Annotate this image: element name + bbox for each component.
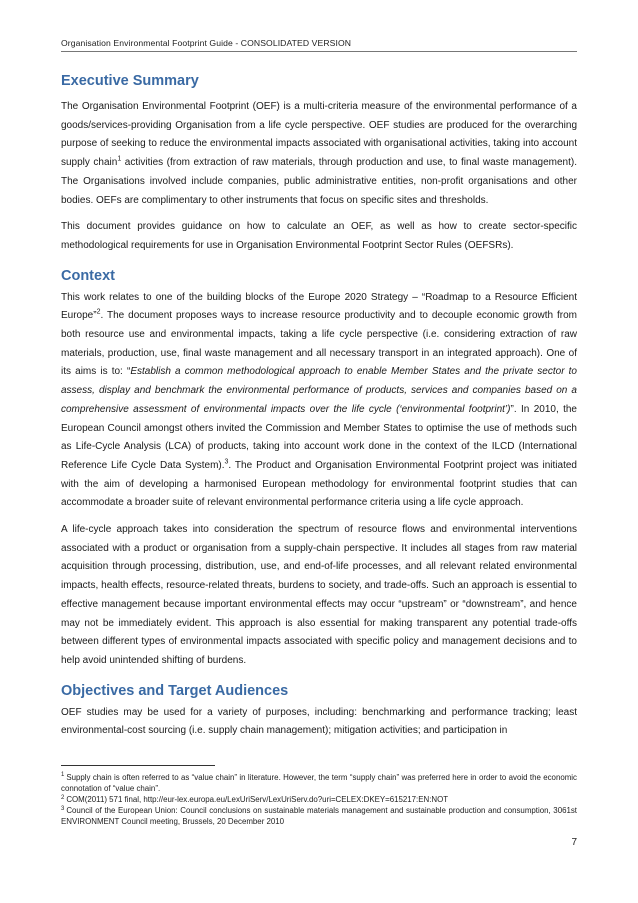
footnote-1 <box>61 772 577 794</box>
footnote-3 <box>61 805 577 827</box>
context-1-text-b: . The document proposes ways to increase resource productivity and to decouple economic growth from both resource use and environmental impacts, taking a life cycle perspective (i.e. considering extraction of raw materials, production, use, final waste management and all necessary transport in an integrated approach). One of its aims is to: “ <box>61 310 577 378</box>
footnote-2-number: 2 <box>61 794 65 801</box>
paragraph-summary-2: This document provides guidance on how to calculate an OEF, as well as how to create sector-specific methodological requirements for use in Organisation Environmental Footprint Sector Rules (OEFSRs). <box>61 221 577 251</box>
running-header: Organisation Environmental Footprint Guide - CONSOLIDATED VERSION <box>61 38 577 52</box>
summary-1-text-b: activities (from extraction of raw materials, through production and use, to final waste management). The Organisations involved include companies, public administrative entities, non-profit organisations and other bodies. OEFs are complimentary to other instruments that focus on specific sites and thresholds. <box>61 157 577 206</box>
footnote-1-text: Supply chain is often referred to as “value chain” in literature. However, the term “supply chain” was preferred here in order to avoid the economic connotation of “value chain”. <box>61 773 577 794</box>
paragraph-context-2: A life-cycle approach takes into consideration the spectrum of resource flows and environmental interventions associated with a product or organisation from a supply-chain perspective. It includes all stages from raw material acquisition through processing, distribution, use, and end-of-life processes, and all relevant related environmental impacts, health effects, resource-related threats, burdens to society, and trade-offs. Such an approach is essential to effective management because important environmental effects may occur “upstream” or “downstream”, and hence may not be immediately evident. This approach is also essential for making transparent any potential trade-offs between different types of environmental impacts associated with specific policy and management decisions and to help avoid unintended shifting of burdens. <box>61 524 577 666</box>
context-1-text-d: . The Product and Organisation Environmental Footprint project was initiated with the aim of developing a harmonised European methodology for environmental footprint studies that can accommodate a broader suite of relevant environmental performance criteria using a life cycle approach. <box>61 459 577 509</box>
footnotes <box>61 772 577 827</box>
footnote-ref-1[interactable]: 1 <box>117 155 122 163</box>
paragraph-context-1 <box>61 289 577 513</box>
heading-context: Context <box>61 267 115 284</box>
footnote-ref-2[interactable]: 2 <box>96 309 101 316</box>
summary-1-text-a: The Organisation Environmental Footprint (OEF) is a multi-criteria measure of the environmental performance of a goods/services-providing Organisation from a life cycle perspective. OEF studies are produced for the overarching purpose of seeking to reduce the environmental impacts associated with organisational activities, taking into account supply chain <box>61 101 577 169</box>
footnote-ref-3[interactable]: 3 <box>224 458 229 466</box>
page-body <box>61 72 577 741</box>
footnote-3-text: Council of the European Union: Council conclusions on sustainable materials management and sustainable production and consumption, 3061st ENVIRONMENT Council meeting, Brussels, 20 December 2010 <box>61 806 577 827</box>
heading-executive-summary: Executive Summary <box>61 73 199 89</box>
paragraph-objectives-1: OEF studies may be used for a variety of purposes, including: benchmarking and performance tracking; least environmental-cost sourcing (i.e. supply chain management); mitigation activities; and participation in <box>61 706 577 737</box>
context-1-text-c: ”. In 2010, the European Council amongst others invited the Commission and Member States to optimise the use of methods such as Life-Cycle Analysis (LCA) of products, taking into account work done in the context of the ILCD (International Reference Life Cycle Data System). <box>61 403 577 471</box>
footnote-separator <box>61 765 215 766</box>
context-1-quote: Establish a common methodological approach to enable Member States and the private sector to assess, display and benchmark the environmental performance of products, services and companies based on a comprehensive assessment of environmental impacts over the life cycle (‘environmental footprint’) <box>61 366 577 415</box>
footnote-2-text[interactable]: COM(2011) 571 final, http://eur-lex.europa.eu/LexUriServ/LexUriServ.do?uri=CELEX:DKEY=615217:EN:NOT <box>66 795 449 805</box>
footnote-2 <box>61 794 577 805</box>
page-number: 7 <box>571 837 577 848</box>
heading-objectives: Objectives and Target Audiences <box>61 682 289 699</box>
paragraph-summary-1 <box>61 98 577 210</box>
footnote-1-number: 1 <box>61 772 65 779</box>
footnote-3-number: 3 <box>61 805 65 812</box>
context-1-text-a: This work relates to one of the building blocks of the Europe 2020 Strategy – “Roadmap to a Resource Efficient Europe” <box>61 291 577 322</box>
